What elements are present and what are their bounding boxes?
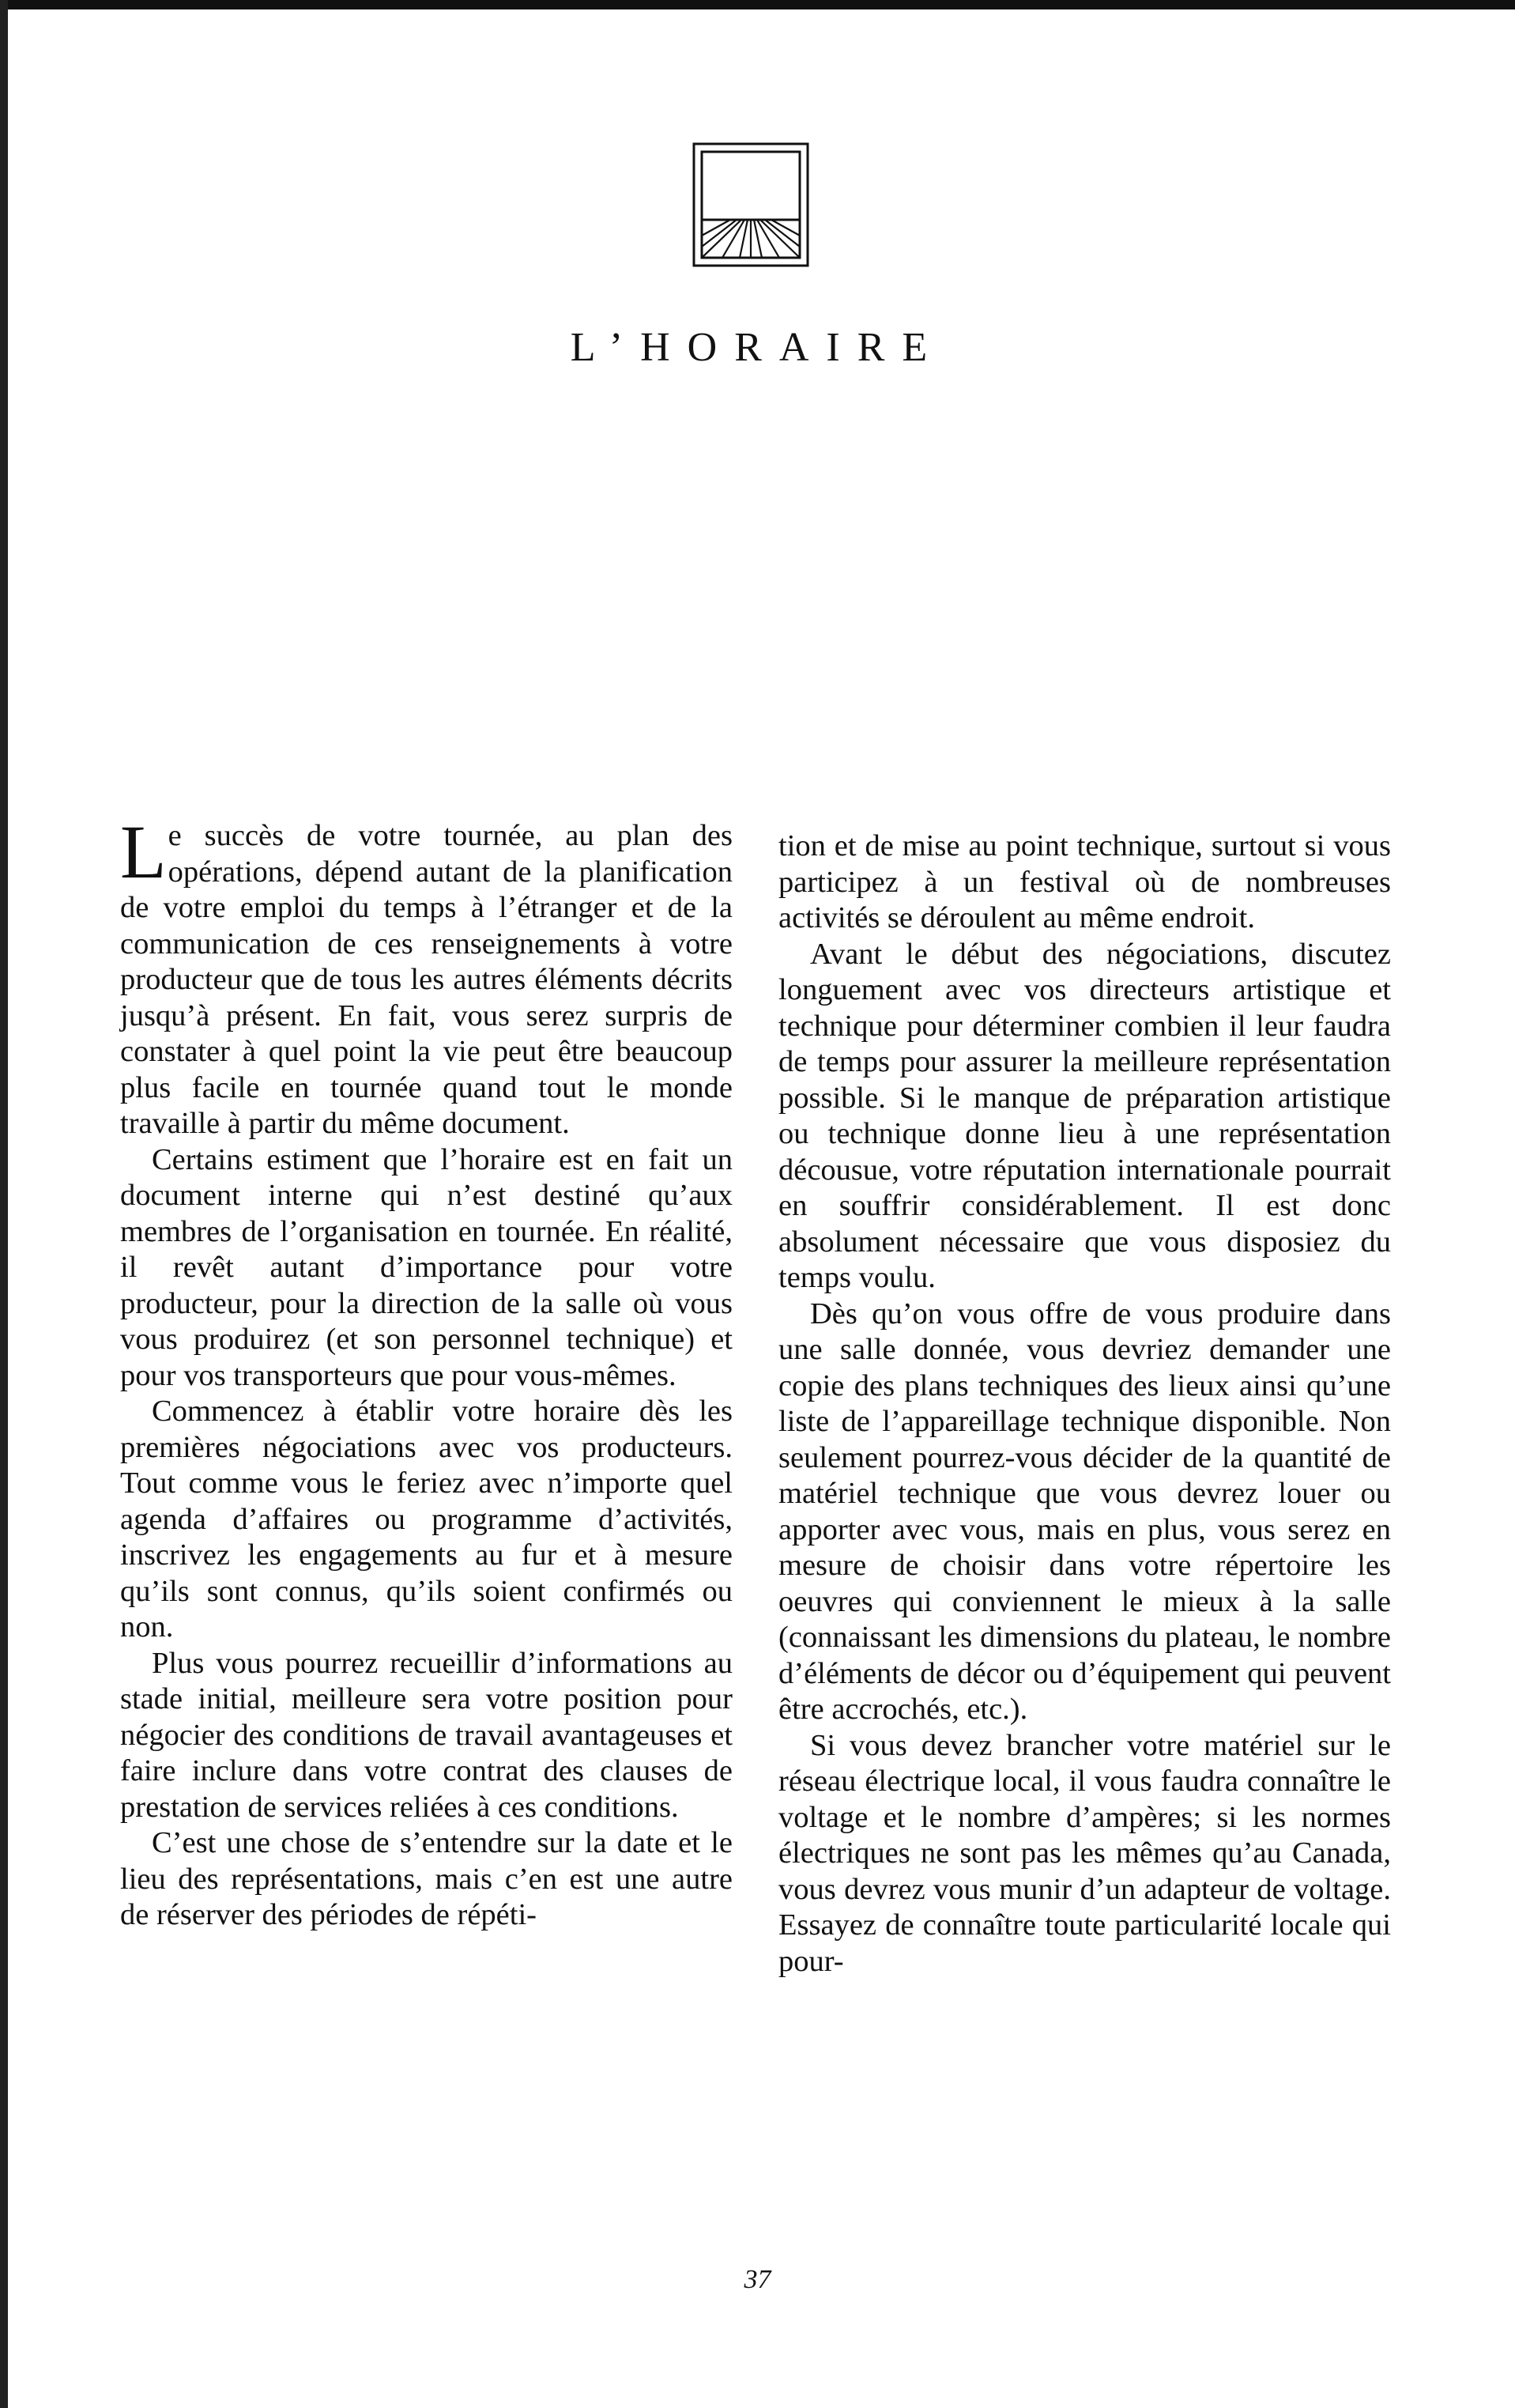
paragraph: Si vous devez brancher votre matériel sur le réseau électrique local, il vous faudra connaître le voltage et le nombre d’ampères; si les normes électriques ne sont pas les mêmes qu’au Canada, vous devrez vous munir d’un adapteur de voltage. Essayez de connaître toute particularité locale qui pour- <box>778 1728 1391 1978</box>
sunrise-emblem-icon <box>692 142 809 267</box>
paragraph: Avant le début des négociations, discutez longuement avec vos directeurs artistique et technique pour déterminer combien il leur faudra de temps pour assurer la meilleure représentation possible. Si le manque de préparation artistique ou technique donne lieu à une représentation décousue, votre réputation internationale pourrait en souffrir considérablement. Il est donc absolument nécessaire que vous disposiez du temps voulu. <box>778 937 1391 1294</box>
right-column <box>778 828 1391 1980</box>
left-column <box>120 810 733 1934</box>
paragraph: tion et de mise au point technique, surtout si vous participez à un festival où de nombreuses activités se déroulent au même endroit. <box>778 829 1391 934</box>
page-number: 37 <box>744 2265 771 2294</box>
drop-cap: L <box>120 810 167 894</box>
paragraph: C’est une chose de s’entendre sur la date et le lieu des représentations, mais c’en est une autre de réserver des périodes de répéti- <box>120 1826 733 1931</box>
paragraph: Plus vous pourrez recueillir d’informations au stade initial, meilleure sera votre position pour négocier des conditions de travail avantageuses et faire inclure dans votre contrat des clauses de prestation de services reliées à ces conditions. <box>120 1646 733 1824</box>
paragraph: Commencez à établir votre horaire dès les premières négociations avec vos producteurs. Tout comme vous le feriez avec n’importe quel agenda d’affaires ou programme d’activités, inscrivez les engagements au fur et à mesure qu’ils sont connus, qu’ils soient confirmés ou non. <box>120 1395 733 1644</box>
chapter-title: L’HORAIRE <box>570 325 945 370</box>
paragraph-text: e succès de votre tournée, au plan des opérations, dépend autant de la planification de votre emploi du temps à l’étranger et de la communication de ces renseignements à votre producteur que de tous les autres éléments décrits jusqu’à présent. En fait, vous serez surpris de constater à quel point la vie peut être beaucoup plus facile en tournée quand tout le monde travaille à partir du même document. <box>120 819 733 1140</box>
paragraph: Certains estiment que l’horaire est en fait un document interne qui n’est destiné qu’aux membres de l’organisation en tournée. En réalité, il revêt autant d’importance pour votre producteur, pour la direction de la salle où vous vous produirez (et son personnel technique) et pour vos transporteurs que pour vous-mêmes. <box>120 1142 733 1392</box>
paragraph <box>120 810 733 1142</box>
paragraph: Dès qu’on vous offre de vous produire dans une salle donnée, vous devriez demander une copie des plans techniques des lieux ainsi qu’une liste de l’appareillage technique disponible. Non seulement pourrez-vous décider de la quantité de matériel technique que vous devrez louer ou apporter avec vous, mais en plus, vous serez en mesure de choisir dans votre répertoire les oeuvres qui conviennent le mieux à la salle (connaissant les dimensions du plateau, le nombre d’éléments de décor ou d’équipement qui peuvent être accrochés, etc.). <box>778 1296 1391 1726</box>
top-scan-border <box>0 0 1515 9</box>
